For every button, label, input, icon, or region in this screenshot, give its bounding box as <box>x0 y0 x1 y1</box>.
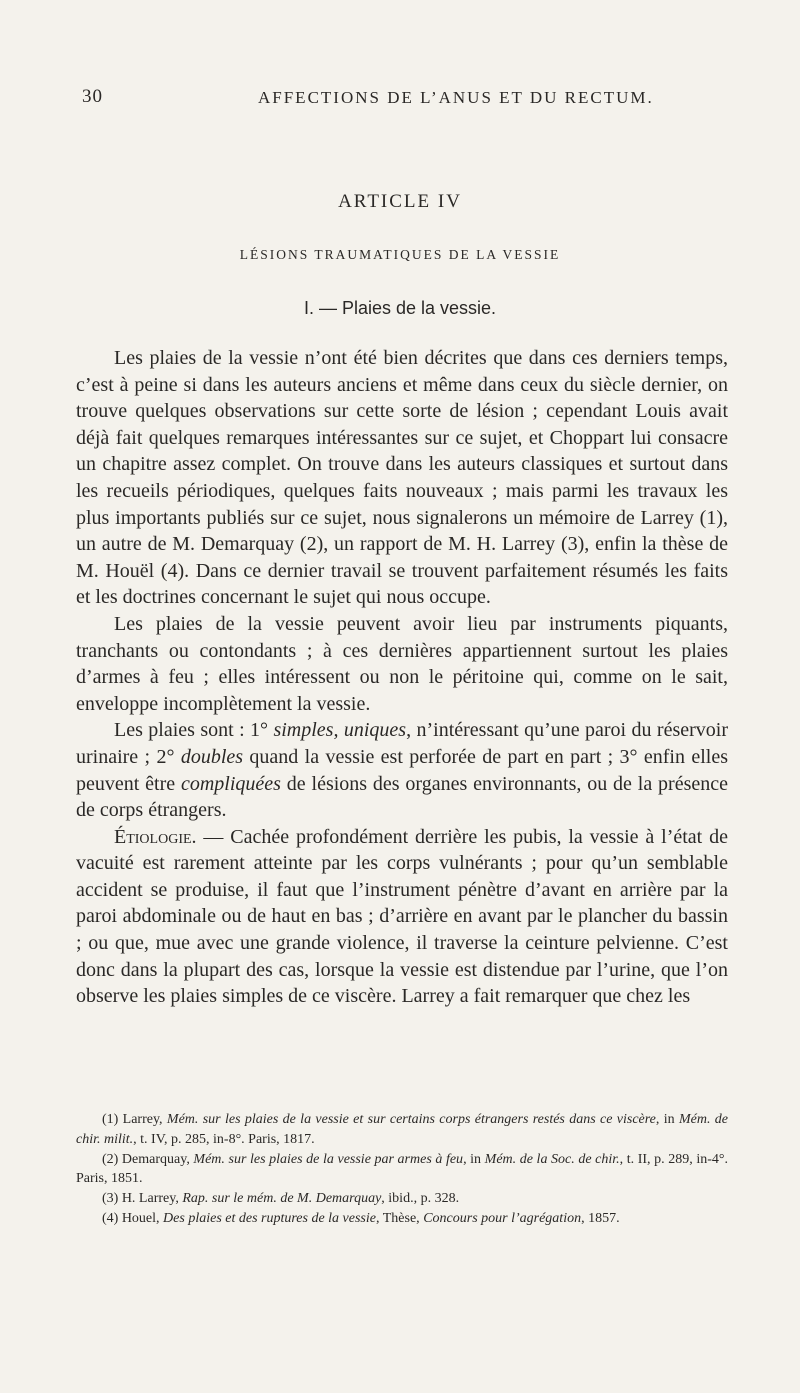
article-title: ARTICLE IV <box>338 191 462 212</box>
paragraph <box>76 824 728 1010</box>
running-head <box>0 86 800 110</box>
italic-title: Mém. sur les plaies de la vessie par armes à feu <box>193 1151 464 1167</box>
footnotes <box>76 1110 728 1229</box>
italic-term: compliquées <box>180 772 281 795</box>
italic-title: Mém. de chir. milit. <box>76 1112 729 1147</box>
text-run: . — Cachée profondément derrière les pubis, la vessie à l’état de vacuité est rarement atteinte par les corps vulnérants ; pour qu’un semblable accident se produise, il faut que l’instrument pénètre d’avant en arrière par la paroi abdominale ou de haut en bas ; d’arrière en avant par le plancher du bassin ; ou que, mue avec une grande violence, il traverse la ceinture pelvienne. C’est donc dans la plupart des cas, lorsque la vessie est distendue par l’urine, que l’on observe les plaies simples de ce viscère. Larrey a fait remarquer que chez les <box>76 825 728 1008</box>
text-run: , in <box>463 1151 485 1167</box>
paragraph <box>76 717 728 823</box>
text-run: (4) Houel, <box>102 1210 164 1226</box>
italic-title: Rap. sur le mém. de M. Demarquay <box>182 1191 382 1207</box>
text-run: (3) H. Larrey, <box>102 1191 183 1207</box>
italic-title: Mém. sur les plaies de la vessie et sur certains corps étrangers restés dans ce viscère <box>166 1112 656 1127</box>
body-text <box>76 345 728 1010</box>
italic-term: simples, uniques <box>273 719 407 742</box>
text-run: , t. IV, p. 285, in-8°. Paris, 1817. <box>133 1131 315 1147</box>
text-run: , Thèse, <box>376 1210 424 1226</box>
text-run: (1) Larrey, <box>102 1112 167 1127</box>
text-run: , t. II, p. 289, in-4°. Paris, 1851. <box>76 1151 728 1187</box>
footnote <box>76 1189 728 1209</box>
text-run: Les plaies sont : 1° <box>114 719 274 742</box>
running-title: AFFECTIONS DE L’ANUS ET DU RECTUM. <box>258 88 654 107</box>
text-run: de lésions des organes environnants, ou de la présence de corps étrangers. <box>76 772 728 822</box>
footnote <box>76 1150 728 1190</box>
page-number: 30 <box>82 86 103 107</box>
italic-title: Concours pour l’agrégation <box>423 1210 582 1226</box>
section-title: LÉSIONS TRAUMATIQUES DE LA VESSIE <box>239 247 561 262</box>
footnote <box>76 1110 728 1150</box>
text-run: , ibid., p. 328. <box>381 1191 460 1207</box>
text-run: quand la vessie est perforée de part en part ; 3° enfin elles peuvent être <box>76 745 728 795</box>
text-run: , in <box>655 1112 679 1127</box>
text-run: (2) Demarquay, <box>102 1151 194 1167</box>
italic-title: Des plaies et des ruptures de la vessie <box>163 1210 376 1226</box>
text-run: , n’intéressant qu’une paroi du réservoir urinaire ; 2° <box>76 719 728 768</box>
run-in-heading: Étiologie <box>114 825 192 848</box>
footnote <box>76 1209 728 1229</box>
paragraph: Les plaies de la vessie n’ont été bien décrites que dans ces derniers temps, c’est à peine si dans les auteurs anciens et même dans ceux du siècle dernier, on trouve quelques observations sur cette sorte de lésion ; cependant Louis avait déjà fait quelques remarques intéressantes sur ce sujet, et Choppart lui consacre un chapitre assez complet. On trouve dans les auteurs classiques et surtout dans les recueils périodiques, quelques faits nouveaux ; mais parmi les travaux les plus importants publiés sur ce sujet, nous signalerons un mémoire de Larrey (1), un autre de M. Demarquay (2), un rapport de M. H. Larrey (3), enfin la thèse de M. Houël (4). Dans ce dernier travail se trouvent parfaitement résumés les faits et les doctrines concernant le sujet qui nous occupe. <box>76 347 728 609</box>
subsection-title: I. — Plaies de la vessie. <box>303 298 497 318</box>
italic-title: Mém. de la Soc. de chir. <box>484 1151 620 1167</box>
text-run: , 1857. <box>581 1210 620 1226</box>
italic-term: doubles <box>180 745 244 768</box>
paragraph: Les plaies de la vessie peuvent avoir lieu par instruments piquants, tranchants ou contondants ; à ces dernières appartiennent surtout les plaies d’armes à feu ; elles intéressent ou non le péritoine qui, comme on le sait, enveloppe incomplètement la vessie. <box>76 612 728 715</box>
